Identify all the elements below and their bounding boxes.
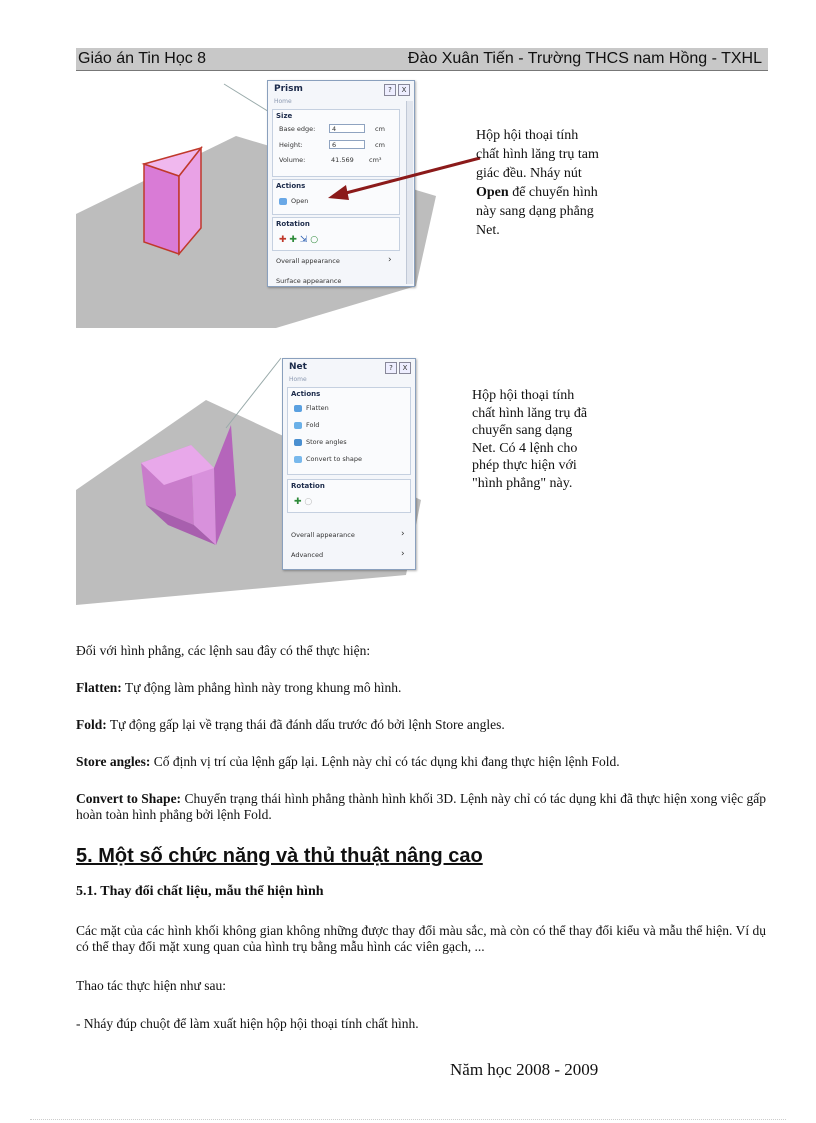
- surface-appearance-item[interactable]: Surface appearance: [276, 277, 342, 285]
- open-label: Open: [291, 197, 309, 205]
- desc: Tự động gấp lại về trạng thái đã đánh dấu trước đó bởi lệnh Store angles.: [106, 717, 505, 732]
- definition-store-angles: [76, 754, 766, 770]
- panel-title: Net: [289, 362, 307, 372]
- flatten-label: Flatten: [306, 404, 329, 412]
- callout-line: này sang dạng phẳng: [476, 204, 594, 219]
- rotation-heading: Rotation: [276, 220, 310, 228]
- volume-value: 41.569: [331, 156, 354, 164]
- volume-label: Volume:: [279, 156, 306, 164]
- callout-line: chuyển sang dạng: [472, 423, 573, 438]
- overall-appearance-item[interactable]: Overall appearance: [276, 257, 340, 265]
- unit-cm-2: cm: [375, 141, 385, 149]
- callout-line: giác đều. Nháy nút: [476, 166, 582, 181]
- overall-appearance-item[interactable]: Overall appearance: [291, 531, 355, 539]
- callout-line: Net.: [476, 223, 500, 238]
- store-angles-icon: [294, 439, 302, 446]
- callout-line: [476, 183, 646, 202]
- reset-rotation-icon[interactable]: ○: [304, 497, 313, 507]
- desc: Chuyển trạng thái hình phẳng thành hình khối 3D. Lệnh này chỉ có tác dụng khi đã thực hiện xong việc gấp hoàn toàn hình phẳng bởi lệnh Fold.: [76, 791, 767, 822]
- height-input[interactable]: 6: [329, 140, 365, 149]
- chevron-right-icon[interactable]: ›: [388, 255, 392, 265]
- fold-label: Fold: [306, 421, 320, 429]
- panel-title: Prism: [274, 84, 303, 94]
- callout-line: Hộp hội thoại tính: [472, 388, 575, 403]
- actions-heading: Actions: [291, 390, 321, 398]
- home-link[interactable]: Home: [289, 376, 307, 383]
- rotation-icons[interactable]: [294, 497, 312, 507]
- unit-cm-1: cm: [375, 125, 385, 133]
- close-button[interactable]: X: [398, 84, 410, 96]
- help-button[interactable]: ?: [385, 362, 397, 374]
- subsection-heading: 5.1. Thay đổi chất liệu, mẫu thể hiện hình: [76, 884, 324, 899]
- chevron-right-icon[interactable]: ›: [401, 549, 405, 559]
- desc: Cố định vị trí của lệnh gấp lại. Lệnh này chỉ có tác dụng khi đang thực hiện lệnh Fold.: [150, 754, 620, 769]
- rotation-group: [272, 217, 400, 251]
- callout-arrow-1: [320, 150, 490, 210]
- rotation-heading: Rotation: [291, 482, 325, 490]
- convert-shape-icon: [294, 456, 302, 463]
- callout-line: Hộp hội thoại tính: [476, 128, 579, 143]
- callout-line: phép thực hiện với: [472, 458, 577, 473]
- rotate-z-icon[interactable]: ⇲: [299, 235, 308, 245]
- convert-to-shape-button[interactable]: [294, 455, 362, 463]
- reset-rotation-icon[interactable]: ○: [310, 235, 319, 245]
- rotation-group: [287, 479, 411, 513]
- net-callout: [472, 387, 642, 492]
- term: Fold:: [76, 717, 107, 732]
- header-right: Đào Xuân Tiến - Trường THCS nam Hồng - TXHL: [407, 50, 762, 67]
- term: Convert to Shape:: [76, 791, 182, 806]
- desc: Tự động làm phẳng hình này trong khung mô hình.: [121, 680, 402, 695]
- header-left: Giáo án Tin Học 8: [78, 50, 207, 67]
- chevron-right-icon[interactable]: ›: [401, 529, 405, 539]
- flatten-icon: [294, 405, 302, 412]
- term: Flatten:: [76, 680, 122, 695]
- definition-flatten: [76, 680, 766, 696]
- advanced-item[interactable]: Advanced: [291, 551, 324, 559]
- fold-icon: [294, 422, 302, 429]
- callout-bold: Open: [476, 185, 509, 200]
- home-link[interactable]: Home: [274, 98, 292, 105]
- page-bottom-rule: [30, 1119, 786, 1120]
- callout-line: chất hình lăng trụ đã: [472, 405, 588, 421]
- prism-face-left: [144, 164, 179, 254]
- actions-heading: Actions: [276, 182, 306, 190]
- page-header: [76, 48, 768, 71]
- intro-text: Đối với hình phẳng, các lệnh sau đây có thể thực hiện:: [76, 643, 371, 658]
- paragraph-1: Các mặt của các hình khối không gian không những được thay đổi màu sắc, mà còn có thể thay đổi kiểu và mẫu thể hiện. Ví dụ có thể thay đổi mặt xung quan của hình trụ bằng mẫu hình các viên gạch, ...: [76, 923, 766, 954]
- term: Store angles:: [76, 754, 151, 769]
- rotate-y-icon[interactable]: ✚: [289, 235, 297, 245]
- help-button[interactable]: ?: [384, 84, 396, 96]
- definition-fold: [76, 717, 766, 733]
- prism-callout: [476, 126, 646, 240]
- rotate-x-icon[interactable]: ✚: [279, 235, 287, 245]
- paragraph-3: - Nháy đúp chuột để làm xuất hiện hộp hội thoại tính chất hình.: [76, 1016, 419, 1031]
- size-heading: Size: [276, 112, 293, 120]
- flatten-button[interactable]: [294, 404, 329, 412]
- callout-line: "hình phẳng" này.: [472, 475, 573, 491]
- close-button[interactable]: X: [399, 362, 411, 374]
- volume-unit: cm³: [369, 156, 382, 164]
- convert-to-shape-label: Convert to shape: [306, 455, 362, 463]
- base-edge-input[interactable]: 4: [329, 124, 365, 133]
- fold-button[interactable]: [294, 421, 319, 429]
- height-label: Height:: [279, 141, 303, 149]
- callout-line: Net. Có 4 lệnh cho: [472, 440, 578, 456]
- connector-line: [226, 358, 281, 428]
- open-button[interactable]: [279, 197, 308, 205]
- net-panel: [282, 358, 416, 570]
- store-angles-label: Store angles: [306, 438, 347, 446]
- section-heading: 5. Một số chức năng và thủ thuật nâng cao: [76, 845, 483, 867]
- open-icon: [279, 198, 287, 205]
- callout-line: chất hình lăng trụ tam: [476, 147, 599, 162]
- rotate-icon[interactable]: ✚: [294, 497, 302, 507]
- rotation-icons[interactable]: [279, 235, 318, 245]
- base-edge-label: Base edge:: [279, 125, 316, 133]
- figure-net: [76, 350, 436, 620]
- paragraph-2: Thao tác thực hiện như sau:: [76, 978, 226, 993]
- callout-text: để chuyển hình: [512, 185, 598, 200]
- actions-group: [287, 387, 411, 475]
- definition-convert: [76, 791, 766, 823]
- footer-year: Năm học 2008 - 2009: [450, 1060, 599, 1079]
- store-angles-button[interactable]: [294, 438, 347, 446]
